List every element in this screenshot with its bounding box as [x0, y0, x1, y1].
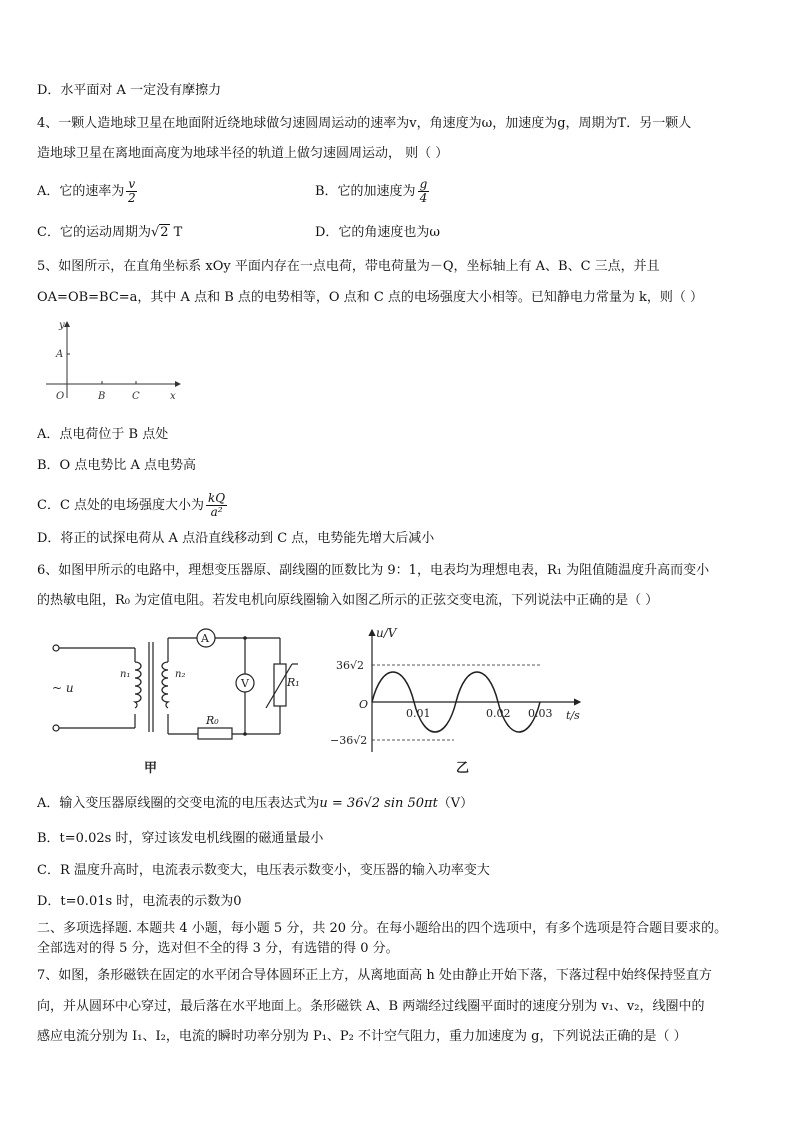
- q6-option-a-unit: （V）: [437, 796, 474, 811]
- q6-fig1-caption: 甲: [144, 761, 158, 776]
- ammeter-icon: A: [201, 632, 209, 645]
- q5-stem-line1: 5、如图所示，在直角坐标系 xOy 平面内存在一点电荷，带电荷量为－Q，坐标轴上有 A、B、C 三点，并且: [37, 259, 660, 274]
- q5-option-b: B．O 点电势比 A 点电势高: [37, 458, 196, 473]
- section2-instructions-line2: 全部选对的得 5 分，选对但不全的得 3 分，有选错的得 0 分。: [37, 941, 399, 956]
- q6-stem-line1: 6、如图甲所示的电路中，理想变压器原、副线圈的匝数比为 9：1，电表均为理想电表，R₁ 为阻值随温度升高而变小: [37, 563, 710, 578]
- q3-option-d: D．水平面对 A 一定没有摩擦力: [37, 83, 222, 98]
- q5-c-numerator: kQ: [208, 491, 226, 505]
- q6-circuit-figure: [40, 622, 310, 777]
- q6-u-axis-label: u/V: [376, 626, 397, 640]
- q4-option-a-fraction: [126, 178, 137, 205]
- q6-option-d: D．t=0.01s 时，电流表的示数为0: [37, 894, 242, 909]
- q6-t-axis-label: t/s: [566, 709, 580, 722]
- q4-a-numerator: v: [128, 177, 136, 191]
- q6-r0-label: R₀: [206, 714, 219, 727]
- q6-n1-label: n₁: [120, 669, 131, 680]
- q4-c-tail: T: [173, 225, 183, 240]
- q6-option-c: C．R 温度升高时，电流表示数变大，电压表示数变小，变压器的输入功率变大: [37, 863, 490, 878]
- sqrt-sign: √: [150, 225, 160, 240]
- q6-stem-line2: 的热敏电阻，R₀ 为定值电阻。若发电机向原线圈输入如图乙所示的正弦交变电流，下列说法中正确的是（ ）: [37, 593, 659, 608]
- section2-instructions-line1: 二、多项选择题. 本题共 4 小题，每小题 5 分，共 20 分。在每小题给出的四个选项中，有多个选项是符合题目要求的。: [37, 921, 728, 936]
- q4-option-b-fraction: [418, 178, 430, 205]
- q7-stem-line3: 感应电流分别为 I₁、I₂，电流的瞬时功率分别为 P₁、P₂ 不计空气阻力，重力加速度为 g，下列说法正确的是（ ）: [37, 1029, 687, 1044]
- q6-option-a-label: A．输入变压器原线圈的交变电流的电压表达式为: [37, 796, 320, 811]
- q6-option-a-expression: u = 36√2 sin 50πt: [319, 796, 438, 811]
- q5-x-label: x: [170, 391, 176, 402]
- q5-option-c: [37, 492, 229, 519]
- q4-option-b-label: B．它的加速度为: [315, 184, 416, 199]
- q4-option-d: D．它的角速度也为ω: [315, 225, 441, 240]
- q5-point-c: C: [132, 391, 140, 402]
- q5-coordinate-figure: [40, 316, 190, 408]
- q6-option-a: [37, 795, 473, 813]
- q4-c-radicand: 2: [160, 225, 169, 240]
- q5-option-a: A．点电荷位于 B 点处: [37, 427, 169, 442]
- q4-b-denominator: 4: [419, 191, 428, 205]
- q6-t2-label: 0.02: [486, 707, 511, 720]
- q5-option-c-fraction: [206, 492, 227, 519]
- q5-c-denominator: a²: [210, 505, 223, 519]
- q5-point-b: B: [98, 391, 106, 402]
- q4-a-denominator: 2: [127, 191, 136, 205]
- q5-stem-line2: OA=OB=BC=a，其中 A 点和 B 点的电势相等，O 点和 C 点的电场强度大小相等。已知静电力常量为 k，则（ ）: [37, 290, 704, 305]
- q7-stem-line1: 7、如图，条形磁铁在固定的水平闭合导体圆环正上方，从离地面高 h 处由静止开始下落，下落过程中始终保持竖直方: [37, 968, 712, 983]
- q5-point-a: A: [56, 349, 64, 360]
- q5-origin: O: [56, 391, 65, 402]
- q6-option-b: B．t=0.02s 时，穿过该发电机线圈的磁通量最小: [37, 831, 324, 846]
- q4-stem-line1: 4、一颗人造地球卫星在地面附近绕地球做匀速圆周运动的速率为v，角速度为ω，加速度为g，周期为T．另一颗人: [37, 116, 692, 131]
- q4-option-c-label: C．它的运动周期为: [37, 225, 151, 240]
- q4-option-a: [37, 178, 139, 205]
- q4-option-b: [315, 178, 431, 205]
- q5-option-c-label: C．C 点处的电场强度大小为: [37, 498, 205, 513]
- q7-stem-line2: 向，并从圆环中心穿过，最后落在水平地面上。条形磁铁 A、B 两端经过线圈平面时的速度分别为 v₁、v₂，线圈中的: [37, 999, 705, 1014]
- q6-u-min-label: −36√2: [330, 734, 368, 747]
- q4-b-numerator: g: [419, 177, 428, 191]
- q6-fig2-caption: 乙: [456, 761, 470, 776]
- q6-t3-label: 0.03: [528, 707, 553, 720]
- voltmeter-icon: V: [241, 677, 249, 690]
- q6-r1-label: R₁: [287, 676, 300, 689]
- q6-u-max-label: 36√2: [336, 659, 365, 672]
- q4-option-c: [37, 224, 182, 242]
- q4-stem-line2: 造地球卫星在离地面高度为地球半径的轨道上做匀速圆周运动， 则（ ）: [37, 146, 449, 161]
- q6-n2-label: n₂: [175, 669, 186, 680]
- q5-option-d: D．将正的试探电荷从 A 点沿直线移动到 C 点，电势能先增大后减小: [37, 531, 435, 546]
- q4-option-a-label: A．它的速率为: [37, 184, 125, 199]
- q6-waveform-figure: [326, 622, 596, 777]
- q6-origin-label: O: [359, 698, 369, 711]
- q6-t1-label: 0.01: [406, 707, 431, 720]
- q5-y-label: y: [59, 320, 65, 331]
- q6-source-label: ~ u: [52, 681, 74, 695]
